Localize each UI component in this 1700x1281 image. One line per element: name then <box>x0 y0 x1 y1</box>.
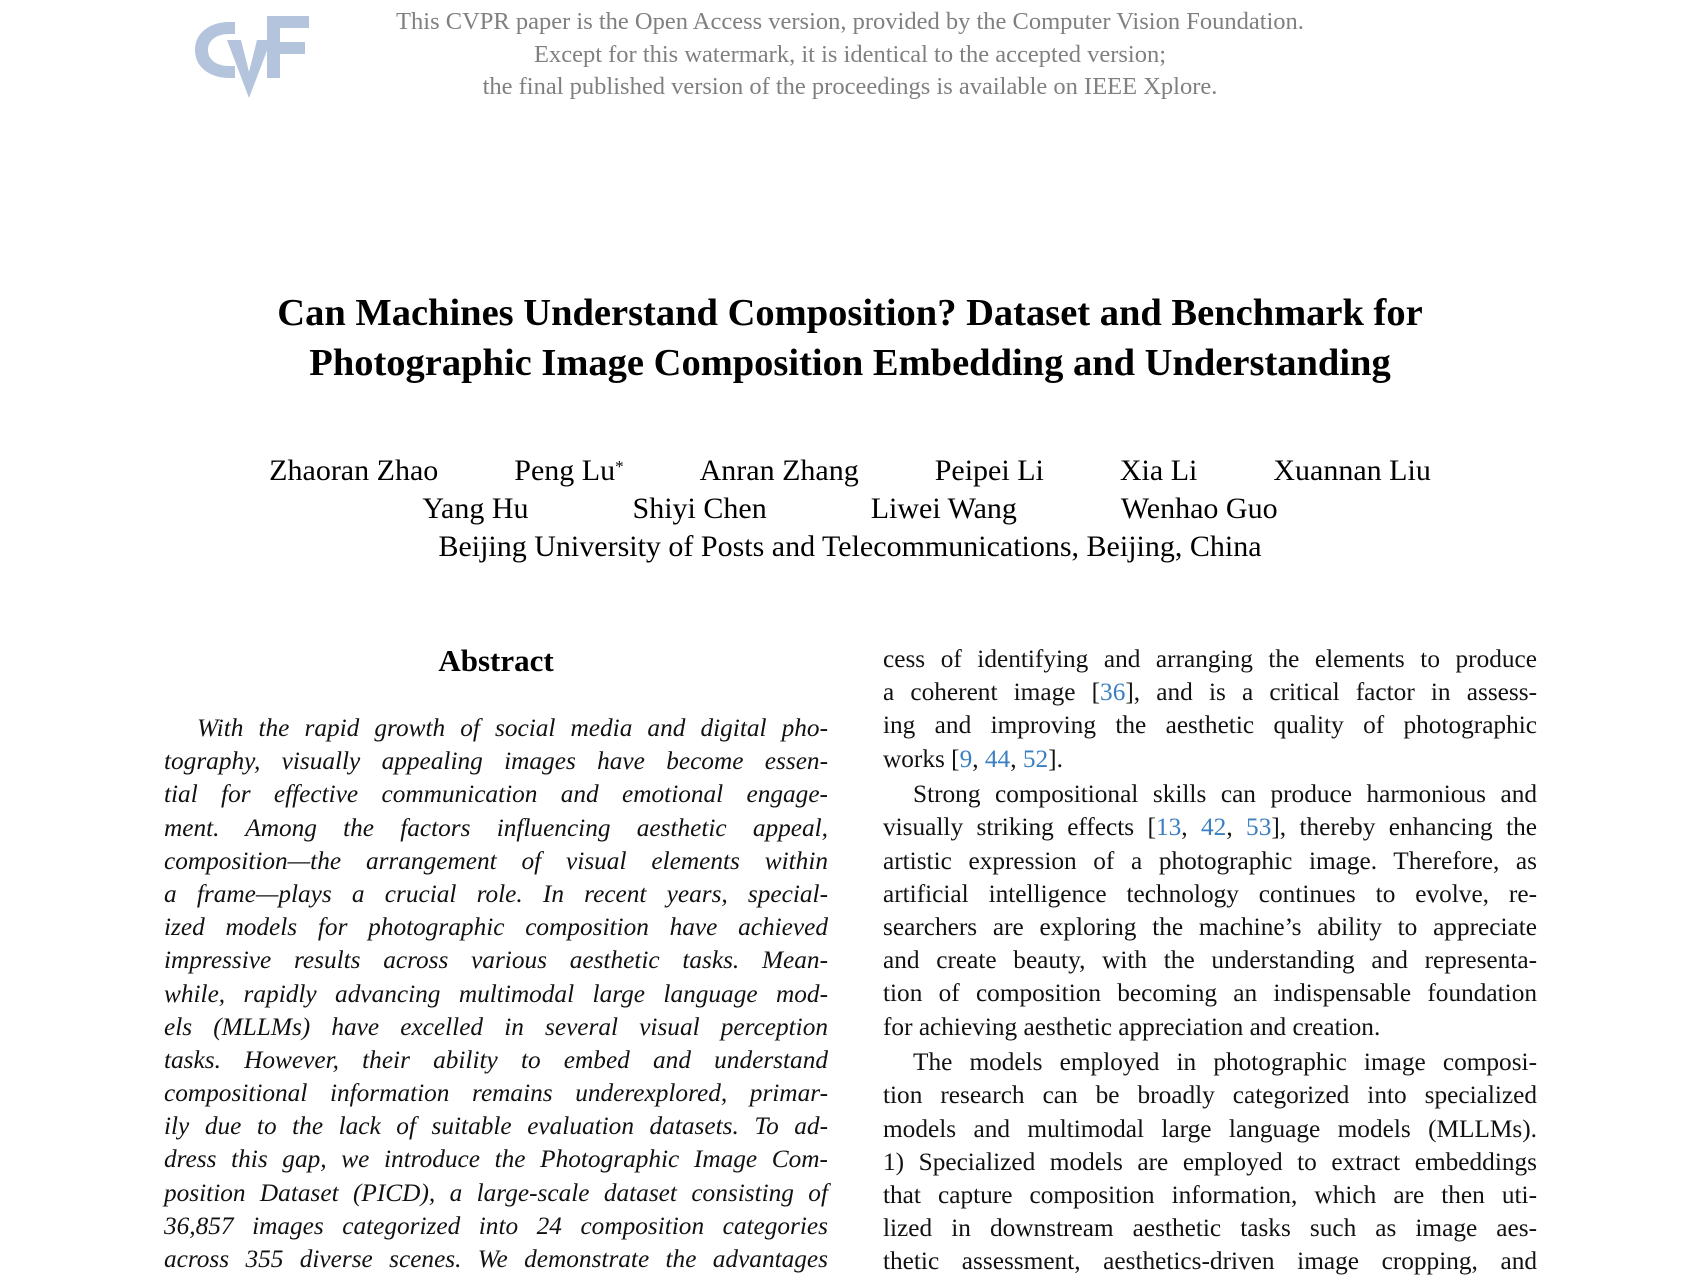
intro-text: The models employed in photographic image composi- <box>913 1048 1537 1077</box>
abstract-line: a frame—plays a crucial role. In recent years, special- <box>164 879 828 908</box>
intro-paragraph <box>883 643 1537 776</box>
intro-line <box>883 676 1537 709</box>
author-name: Xuannan Liu <box>1273 454 1431 487</box>
intro-line <box>883 1212 1537 1245</box>
author-name: Xia Li <box>1119 454 1198 487</box>
title-line: Photographic Image Composition Embedding and Understanding <box>309 342 1391 384</box>
watermark-line: This CVPR paper is the Open Access version, provided by the Computer Vision Foundation. <box>396 8 1304 35</box>
watermark-line: Except for this watermark, it is identical to the accepted version; <box>533 40 1166 68</box>
left-column <box>164 643 828 1276</box>
abstract-line: tial for effective communication and emotional engage- <box>164 780 828 809</box>
intro-line <box>883 1011 1537 1044</box>
author-name: Zhaoran Zhao <box>269 454 439 487</box>
intro-line <box>883 977 1537 1010</box>
intro-text: thetic assessment, aesthetics-driven image cropping, and <box>883 1247 1537 1276</box>
intro-text: 1) Specialized models are employed to extract embeddings <box>883 1147 1537 1176</box>
abstract-line: ized models for photographic composition have achieved <box>164 913 828 942</box>
citation-link[interactable]: 13 <box>1155 813 1182 842</box>
abstract-line: composition—the arrangement of visual elements within <box>164 846 828 875</box>
intro-line <box>883 1146 1537 1179</box>
abstract-line: tasks. However, their ability to embed and understand <box>164 1045 828 1074</box>
intro-text: lized in downstream aesthetic tasks such as image aes- <box>883 1214 1537 1243</box>
intro-text: tion of composition becoming an indispensable foundation <box>883 979 1537 1008</box>
paper-title <box>150 288 1550 388</box>
intro-line <box>883 1079 1537 1112</box>
corresponding-author-mark: * <box>615 457 624 476</box>
intro-text: ]. <box>1048 744 1063 773</box>
affiliation: Beijing University of Posts and Telecommunications, Beijing, China <box>438 530 1262 563</box>
citation-link[interactable]: 53 <box>1246 813 1272 842</box>
right-column-introduction <box>883 643 1537 1281</box>
abstract-line: dress this gap, we introduce the Photographic Image Com- <box>164 1145 828 1174</box>
intro-text: artificial intelligence technology continues to evolve, re- <box>883 879 1537 908</box>
intro-line <box>883 1245 1537 1278</box>
abstract-line: With the rapid growth of social media and digital pho- <box>197 714 828 742</box>
intro-text: that capture composition information, which are then uti- <box>883 1181 1537 1209</box>
intro-text: , <box>1226 813 1247 842</box>
intro-text: , <box>972 744 985 773</box>
author-name: Shiyi Chen <box>632 492 767 525</box>
citation-link[interactable]: 42 <box>1201 813 1227 842</box>
author-row <box>150 452 1550 490</box>
intro-text: for achieving aesthetic appreciation and creation. <box>883 1012 1381 1041</box>
intro-text: a coherent image [ <box>883 678 1101 707</box>
intro-text: ], and is a critical factor in assess- <box>1125 678 1538 707</box>
author-name: Liwei Wang <box>870 492 1017 525</box>
abstract-line: 36,857 images categorized into 24 composition categories <box>164 1211 828 1240</box>
citation-link[interactable]: 36 <box>1100 678 1126 707</box>
intro-text: tion research can be broadly categorized into specialized <box>883 1081 1537 1110</box>
intro-text: , <box>1010 744 1023 773</box>
intro-line <box>883 878 1537 911</box>
abstract-line: across 355 diverse scenes. We demonstrate the advantages <box>164 1245 828 1273</box>
author-name: Peipei Li <box>934 454 1044 487</box>
intro-text: models and multimodal large language models (MLLMs). <box>883 1114 1537 1143</box>
intro-text: searchers are exploring the machine’s ability to appreciate <box>883 913 1537 941</box>
intro-text: ], thereby enhancing the <box>1271 813 1538 842</box>
intro-text: ing and improving the aesthetic quality of photographic <box>883 711 1537 740</box>
intro-paragraph <box>883 778 1537 1044</box>
intro-line <box>883 845 1537 878</box>
intro-line <box>883 1179 1537 1212</box>
intro-line <box>883 1113 1537 1146</box>
intro-line <box>883 643 1537 676</box>
intro-line <box>883 1046 1537 1079</box>
intro-line <box>883 709 1537 742</box>
intro-text: and create beauty, with the understanding and representa- <box>883 946 1537 975</box>
abstract-line: compositional information remains underexplored, primar- <box>164 1079 828 1108</box>
abstract-line: els (MLLMs) have excelled in several visual perception <box>164 1012 828 1041</box>
author-name: Anran Zhang <box>699 454 859 487</box>
intro-line <box>883 911 1537 944</box>
citation-link[interactable]: 44 <box>984 744 1011 773</box>
abstract-line: ily due to the lack of suitable evaluation datasets. To ad- <box>164 1112 828 1141</box>
author-name: Peng Lu* <box>514 454 624 487</box>
intro-text: artistic expression of a photographic image. Therefore, as <box>883 846 1537 875</box>
abstract-line: tography, visually appealing images have become essen- <box>164 747 828 776</box>
intro-text: works [ <box>883 744 960 773</box>
abstract-line: position Dataset (PICD), a large-scale dataset consisting of <box>164 1178 828 1207</box>
open-access-watermark <box>300 6 1400 104</box>
abstract-line: ment. Among the factors influencing aesthetic appeal, <box>164 813 828 842</box>
citation-link[interactable]: 9 <box>959 744 973 773</box>
intro-paragraph <box>883 1046 1537 1278</box>
abstract-body <box>164 712 828 1276</box>
intro-line <box>883 778 1537 811</box>
intro-line <box>883 743 1537 776</box>
intro-text: cess of identifying and arranging the elements to produce <box>883 645 1537 673</box>
author-row <box>150 490 1550 528</box>
intro-line <box>883 944 1537 977</box>
watermark-line: the final published version of the proceedings is available on IEEE Xplore. <box>482 73 1218 100</box>
intro-text: Strong compositional skills can produce harmonious and <box>913 780 1537 809</box>
author-name: Wenhao Guo <box>1120 492 1278 525</box>
intro-text: visually striking effects [ <box>883 813 1156 842</box>
abstract-line: while, rapidly advancing multimodal large language mod- <box>164 979 828 1008</box>
abstract-heading: Abstract <box>438 643 554 678</box>
cvf-logo-icon <box>189 14 311 98</box>
title-line: Can Machines Understand Composition? Dataset and Benchmark for <box>277 292 1423 334</box>
author-block <box>150 452 1550 566</box>
abstract-line: impressive results across various aesthetic tasks. Mean- <box>164 946 828 975</box>
author-name: Yang Hu <box>422 492 529 525</box>
intro-text: , <box>1181 813 1202 842</box>
intro-line <box>883 811 1537 844</box>
citation-link[interactable]: 52 <box>1022 744 1049 773</box>
